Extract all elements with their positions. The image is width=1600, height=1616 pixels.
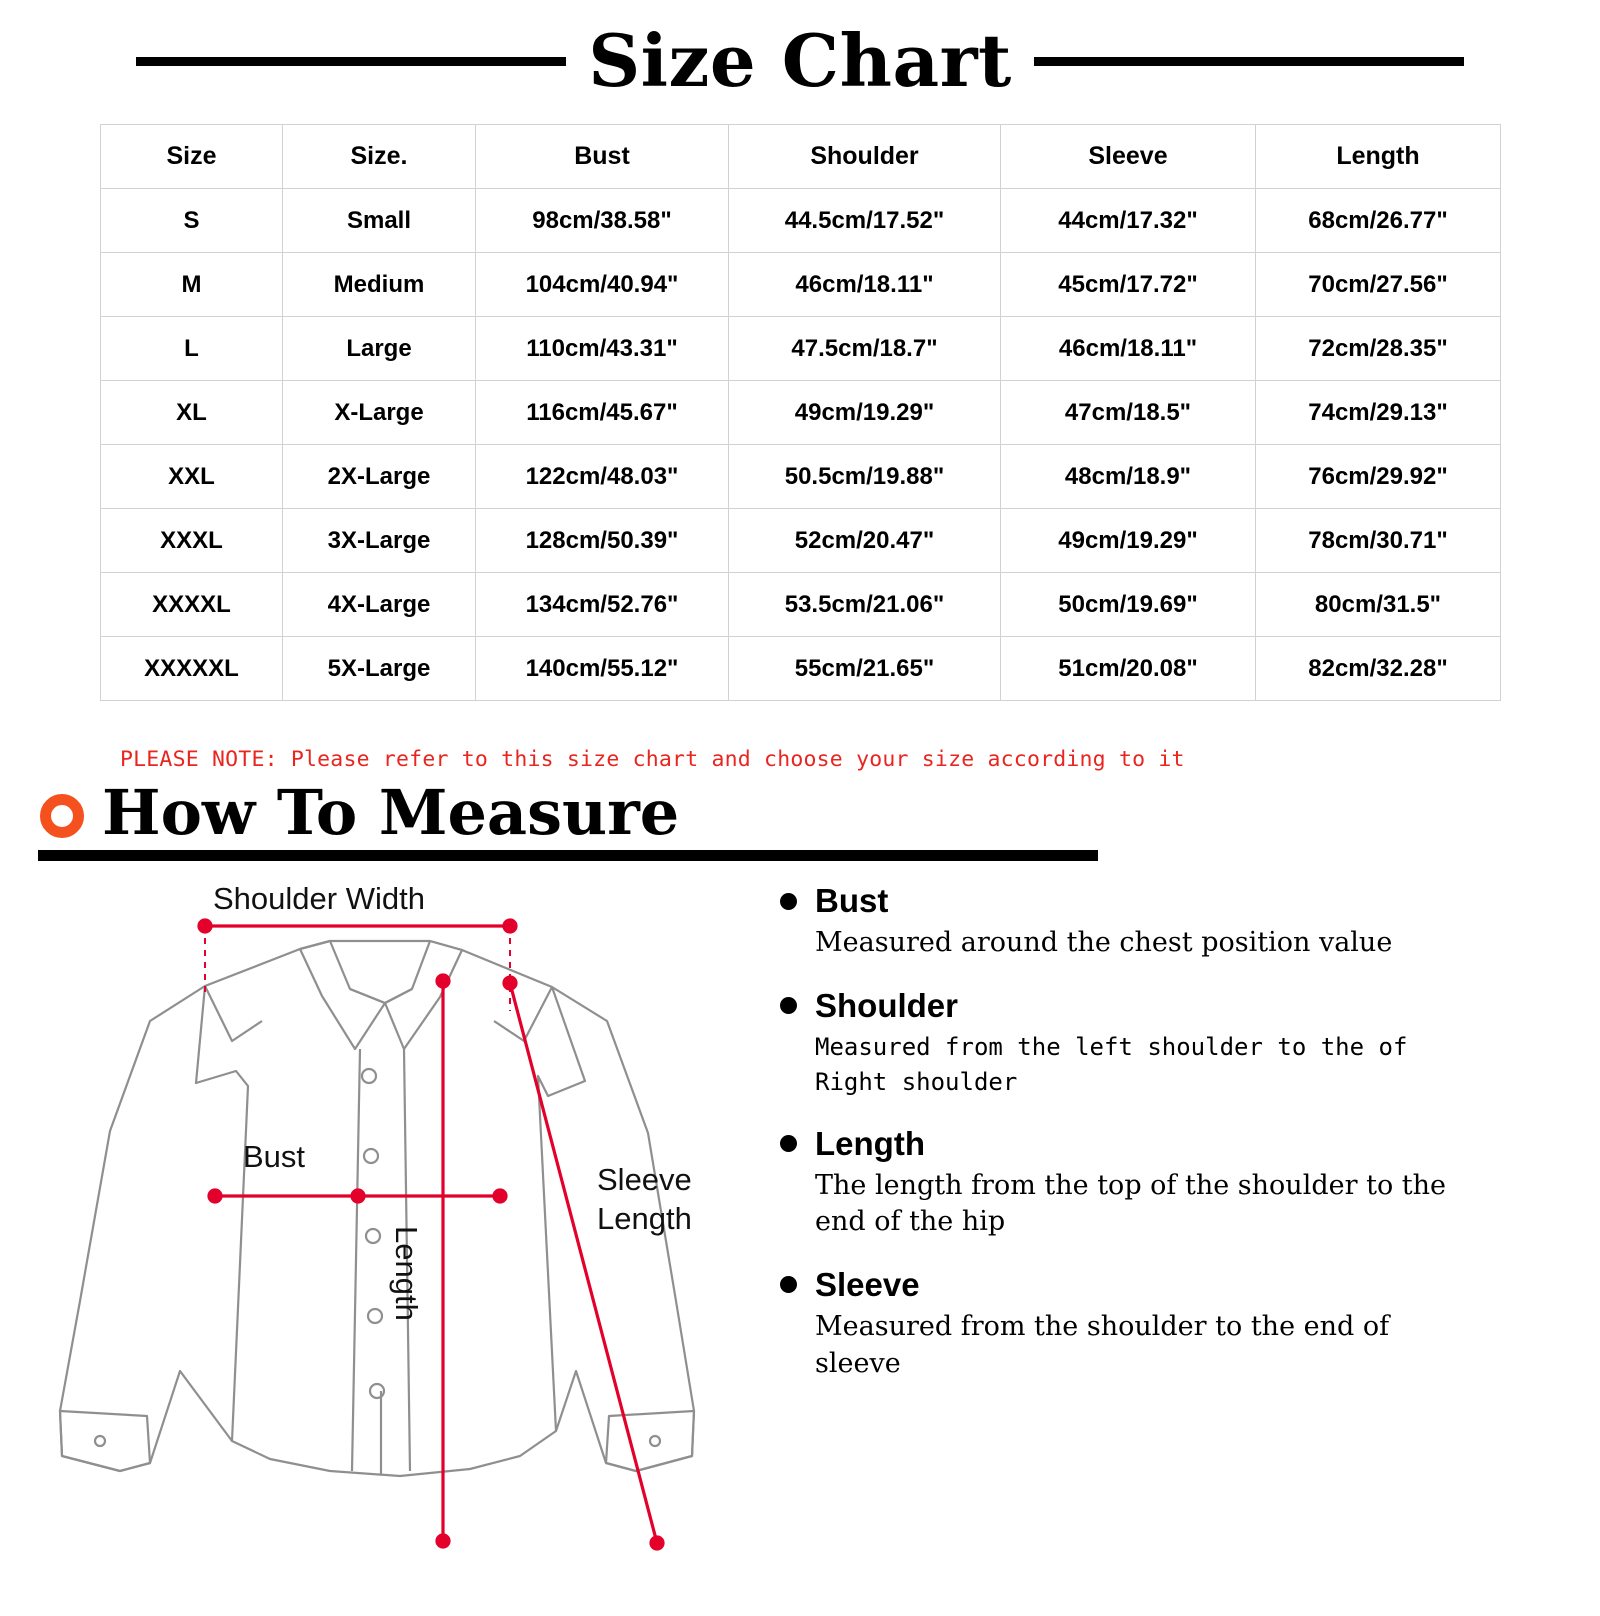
table-row xyxy=(101,317,1501,381)
cell-sleeve: 48cm/18.9" xyxy=(1001,445,1256,509)
definition-title: Sleeve xyxy=(815,1265,920,1303)
cell-size-name: 5X-Large xyxy=(283,637,476,701)
bullet-icon xyxy=(780,1276,797,1293)
cell-bust: 128cm/50.39" xyxy=(476,509,729,573)
cell-size: XXXXXL xyxy=(101,637,283,701)
cell-shoulder: 47.5cm/18.7" xyxy=(729,317,1001,381)
cell-shoulder: 50.5cm/19.88" xyxy=(729,445,1001,509)
size-table xyxy=(100,124,1501,701)
size-table-wrapper xyxy=(100,124,1500,701)
cell-size-name: X-Large xyxy=(283,381,476,445)
definition-bust xyxy=(780,883,1520,962)
cell-size-name: Medium xyxy=(283,253,476,317)
cell-shoulder: 55cm/21.65" xyxy=(729,637,1001,701)
bullet-icon xyxy=(780,893,797,910)
cell-length: 76cm/29.92" xyxy=(1256,445,1501,509)
page-title: Size Chart xyxy=(588,18,1012,103)
cell-bust: 134cm/52.76" xyxy=(476,573,729,637)
cell-size: L xyxy=(101,317,283,381)
cell-length: 70cm/27.56" xyxy=(1256,253,1501,317)
cell-size-name: Large xyxy=(283,317,476,381)
cell-size: M xyxy=(101,253,283,317)
cell-bust: 122cm/48.03" xyxy=(476,445,729,509)
cell-shoulder: 49cm/19.29" xyxy=(729,381,1001,445)
table-row xyxy=(101,445,1501,509)
cell-size-name: Small xyxy=(283,189,476,253)
cell-bust: 140cm/55.12" xyxy=(476,637,729,701)
cell-bust: 104cm/40.94" xyxy=(476,253,729,317)
cell-size: XXXXL xyxy=(101,573,283,637)
cell-sleeve: 49cm/19.29" xyxy=(1001,509,1256,573)
table-row xyxy=(101,189,1501,253)
cell-shoulder: 52cm/20.47" xyxy=(729,509,1001,573)
cell-size-name: 2X-Large xyxy=(283,445,476,509)
title-rule-right xyxy=(1034,57,1464,66)
definition-sleeve xyxy=(780,1267,1520,1382)
cell-length: 82cm/32.28" xyxy=(1256,637,1501,701)
cell-size: XXXL xyxy=(101,509,283,573)
column-header-sleeve: Sleeve xyxy=(1001,125,1256,189)
garment-diagram xyxy=(0,871,760,1551)
column-header-shoulder: Shoulder xyxy=(729,125,1001,189)
cell-shoulder: 46cm/18.11" xyxy=(729,253,1001,317)
cell-size-name: 4X-Large xyxy=(283,573,476,637)
table-row xyxy=(101,381,1501,445)
cell-shoulder: 53.5cm/21.06" xyxy=(729,573,1001,637)
label-bust: Bust xyxy=(243,1139,306,1174)
please-note-text: PLEASE NOTE: Please refer to this size chart and choose your size according to it xyxy=(120,747,1185,772)
title-rule-left xyxy=(136,57,566,66)
how-to-measure-heading xyxy=(40,776,1600,849)
cell-length: 72cm/28.35" xyxy=(1256,317,1501,381)
cell-bust: 110cm/43.31" xyxy=(476,317,729,381)
cell-length: 74cm/29.13" xyxy=(1256,381,1501,445)
definition-length xyxy=(780,1126,1520,1241)
definition-text: The length from the top of the shoulder to the end of the hip xyxy=(815,1169,1446,1238)
column-header-size: Size xyxy=(101,125,283,189)
how-to-measure-title: How To Measure xyxy=(102,776,680,849)
label-sleeve-length-line1: Sleeve xyxy=(597,1162,692,1197)
table-row xyxy=(101,573,1501,637)
definition-shoulder xyxy=(780,988,1520,1100)
definition-title: Shoulder xyxy=(815,986,959,1024)
cell-sleeve: 46cm/18.11" xyxy=(1001,317,1256,381)
column-header-bust: Bust xyxy=(476,125,729,189)
measure-section xyxy=(0,871,1600,1551)
cell-length: 68cm/26.77" xyxy=(1256,189,1501,253)
cell-size: XL xyxy=(101,381,283,445)
cell-sleeve: 44cm/17.32" xyxy=(1001,189,1256,253)
cell-shoulder: 44.5cm/17.52" xyxy=(729,189,1001,253)
label-sleeve-length xyxy=(597,1161,692,1239)
table-row xyxy=(101,637,1501,701)
table-row xyxy=(101,509,1501,573)
definition-text: Measured around the chest position value xyxy=(815,927,1393,959)
table-header-row xyxy=(101,125,1501,189)
column-header-size-name: Size. xyxy=(283,125,476,189)
cell-bust: 116cm/45.67" xyxy=(476,381,729,445)
page-title-row xyxy=(0,16,1600,106)
definition-title: Length xyxy=(815,1124,925,1162)
definition-text: Measured from the shoulder to the end of sleeve xyxy=(815,1311,1390,1379)
cell-sleeve: 50cm/19.69" xyxy=(1001,573,1256,637)
measurement-definitions xyxy=(780,883,1520,1551)
cell-sleeve: 47cm/18.5" xyxy=(1001,381,1256,445)
definition-title: Bust xyxy=(815,882,889,919)
column-header-length: Length xyxy=(1256,125,1501,189)
cell-size: S xyxy=(101,189,283,253)
cell-sleeve: 45cm/17.72" xyxy=(1001,253,1256,317)
cell-size-name: 3X-Large xyxy=(283,509,476,573)
cell-length: 80cm/31.5" xyxy=(1256,573,1501,637)
cell-bust: 98cm/38.58" xyxy=(476,189,729,253)
cell-length: 78cm/30.71" xyxy=(1256,509,1501,573)
circle-icon xyxy=(40,794,84,838)
label-shoulder-width: Shoulder Width xyxy=(213,881,425,916)
bullet-icon xyxy=(780,1135,797,1152)
definition-text: Measured from the left shoulder to the of Right shoulder xyxy=(815,1033,1408,1096)
cell-size: XXL xyxy=(101,445,283,509)
label-length: Length xyxy=(389,1226,424,1321)
cell-sleeve: 51cm/20.08" xyxy=(1001,637,1256,701)
bullet-icon xyxy=(780,997,797,1014)
table-row xyxy=(101,253,1501,317)
label-sleeve-length-line2: Length xyxy=(597,1200,692,1236)
how-to-measure-underline xyxy=(38,850,1098,861)
